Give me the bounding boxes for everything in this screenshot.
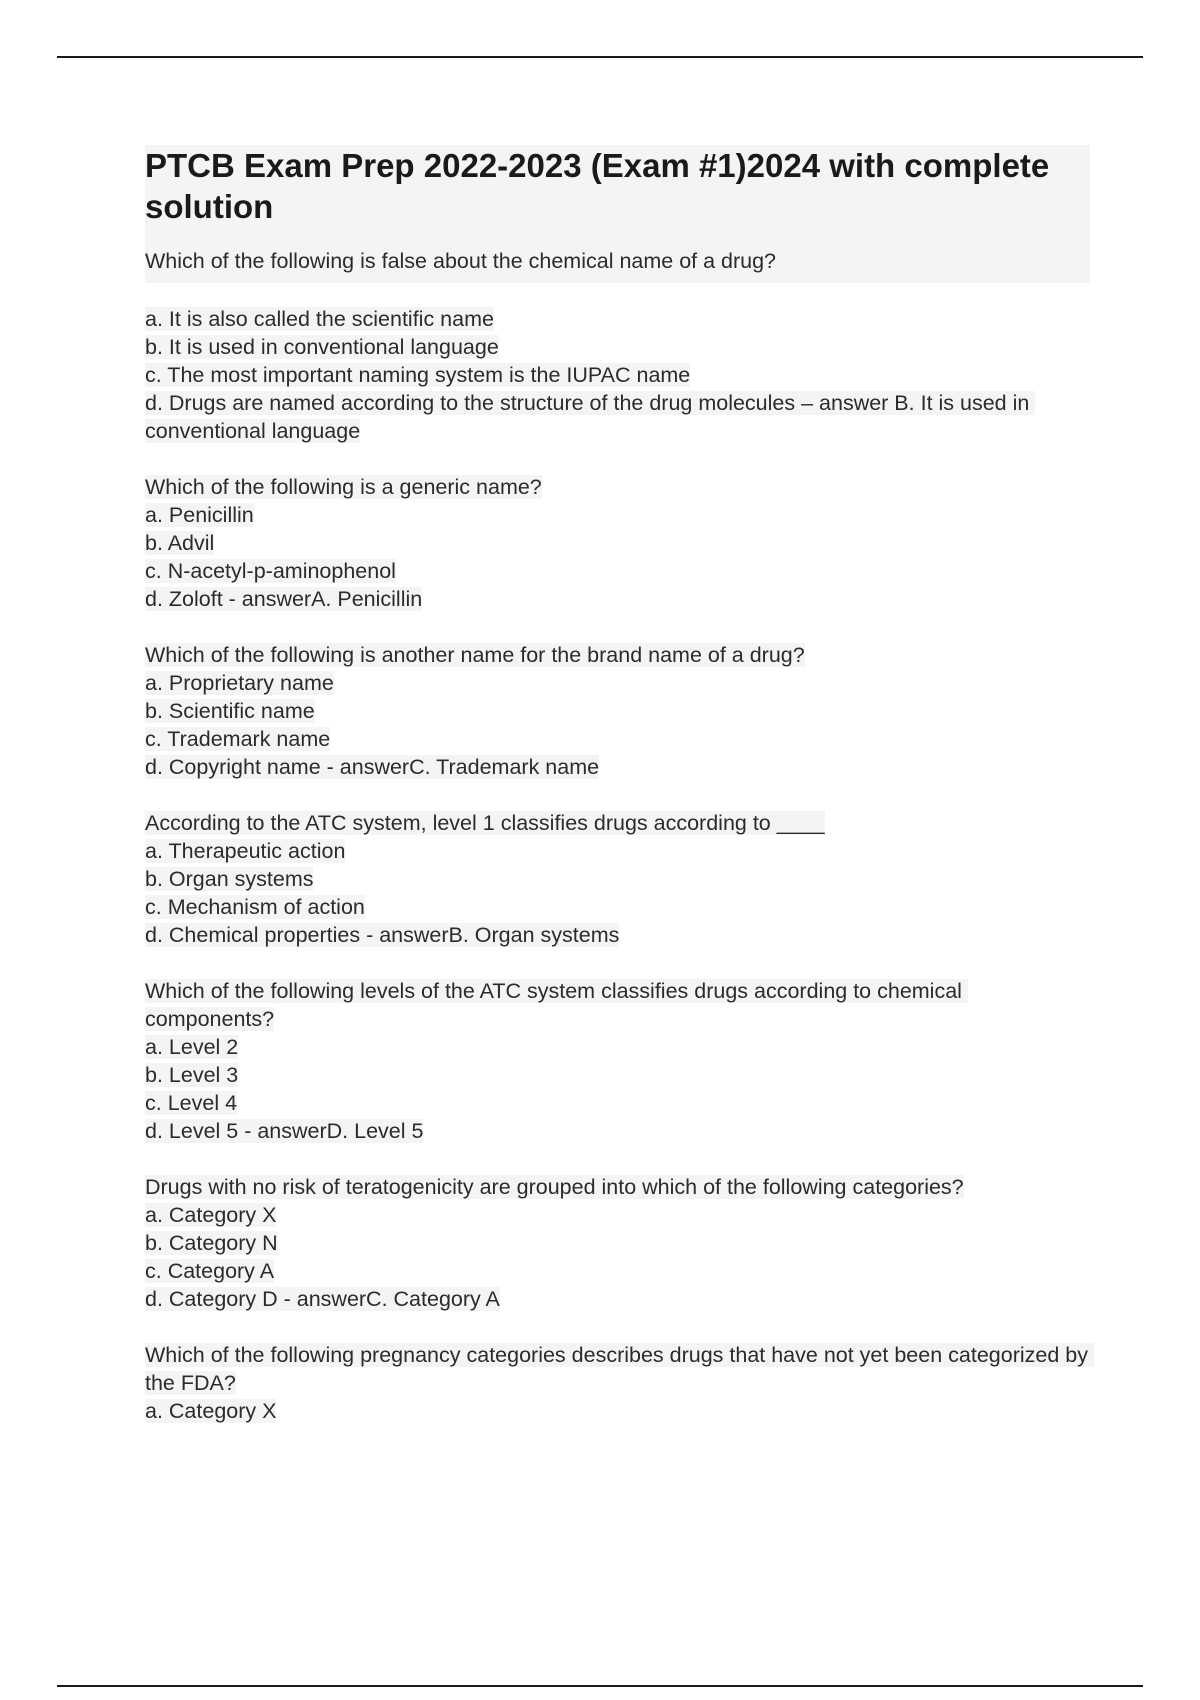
q3-option-a: a. Proprietary name bbox=[145, 671, 334, 695]
question-6: Drugs with no risk of teratogenicity are grouped into which of the following categories? bbox=[145, 1175, 964, 1199]
document-body bbox=[145, 145, 1094, 1425]
q4-option-c: c. Mechanism of action bbox=[145, 895, 365, 919]
q3-option-c: c. Trademark name bbox=[145, 727, 331, 751]
question-4-block bbox=[145, 809, 1090, 949]
question-4: According to the ATC system, level 1 classifies drugs according to ____ bbox=[145, 811, 825, 835]
q6-option-a: a. Category X bbox=[145, 1203, 277, 1227]
question-2-block bbox=[145, 473, 1090, 613]
question-5-block bbox=[145, 977, 1090, 1145]
q5-option-a: a. Level 2 bbox=[145, 1035, 239, 1059]
q1-option-c: c. The most important naming system is the IUPAC name bbox=[145, 363, 691, 387]
q1-option-b: b. It is used in conventional language bbox=[145, 335, 499, 359]
q6-option-c: c. Category A bbox=[145, 1259, 275, 1283]
top-rule bbox=[57, 56, 1143, 58]
q3-option-d: d. Copyright name - answerC. Trademark name bbox=[145, 755, 600, 779]
question-3: Which of the following is another name for the brand name of a drug? bbox=[145, 643, 805, 667]
q2-option-d: d. Zoloft - answerA. Penicillin bbox=[145, 587, 423, 611]
question-7: Which of the following pregnancy categories describes drugs that have not yet been categorized by the FDA? bbox=[145, 1343, 1094, 1395]
question-1: Which of the following is false about the chemical name of a drug? bbox=[145, 249, 777, 273]
title-block bbox=[145, 145, 1090, 283]
q3-option-b: b. Scientific name bbox=[145, 699, 315, 723]
q1-option-a: a. It is also called the scientific name bbox=[145, 307, 494, 331]
q6-option-b: b. Category N bbox=[145, 1231, 278, 1255]
q4-option-a: a. Therapeutic action bbox=[145, 839, 346, 863]
document-title: PTCB Exam Prep 2022-2023 (Exam #1)2024 with complete solution bbox=[145, 147, 1050, 225]
q2-option-c: c. N-acetyl-p-aminophenol bbox=[145, 559, 396, 583]
question-3-block bbox=[145, 641, 1090, 781]
question-5: Which of the following levels of the ATC system classifies drugs according to chemical components? bbox=[145, 979, 968, 1031]
question-2: Which of the following is a generic name? bbox=[145, 475, 542, 499]
q4-option-d: d. Chemical properties - answerB. Organ systems bbox=[145, 923, 620, 947]
q5-option-d: d. Level 5 - answerD. Level 5 bbox=[145, 1119, 424, 1143]
question-1-options bbox=[145, 305, 1090, 445]
question-6-block bbox=[145, 1173, 1090, 1313]
q2-option-a: a. Penicillin bbox=[145, 503, 254, 527]
q2-option-b: b. Advil bbox=[145, 531, 215, 555]
q7-option-a: a. Category X bbox=[145, 1399, 277, 1423]
q5-option-b: b. Level 3 bbox=[145, 1063, 239, 1087]
question-7-block bbox=[145, 1341, 1094, 1425]
bottom-rule bbox=[57, 1685, 1143, 1687]
q6-option-d: d. Category D - answerC. Category A bbox=[145, 1287, 500, 1311]
q4-option-b: b. Organ systems bbox=[145, 867, 314, 891]
q1-option-d: d. Drugs are named according to the structure of the drug molecules – answer B. It is used in conventional language bbox=[145, 391, 1036, 443]
q5-option-c: c. Level 4 bbox=[145, 1091, 238, 1115]
